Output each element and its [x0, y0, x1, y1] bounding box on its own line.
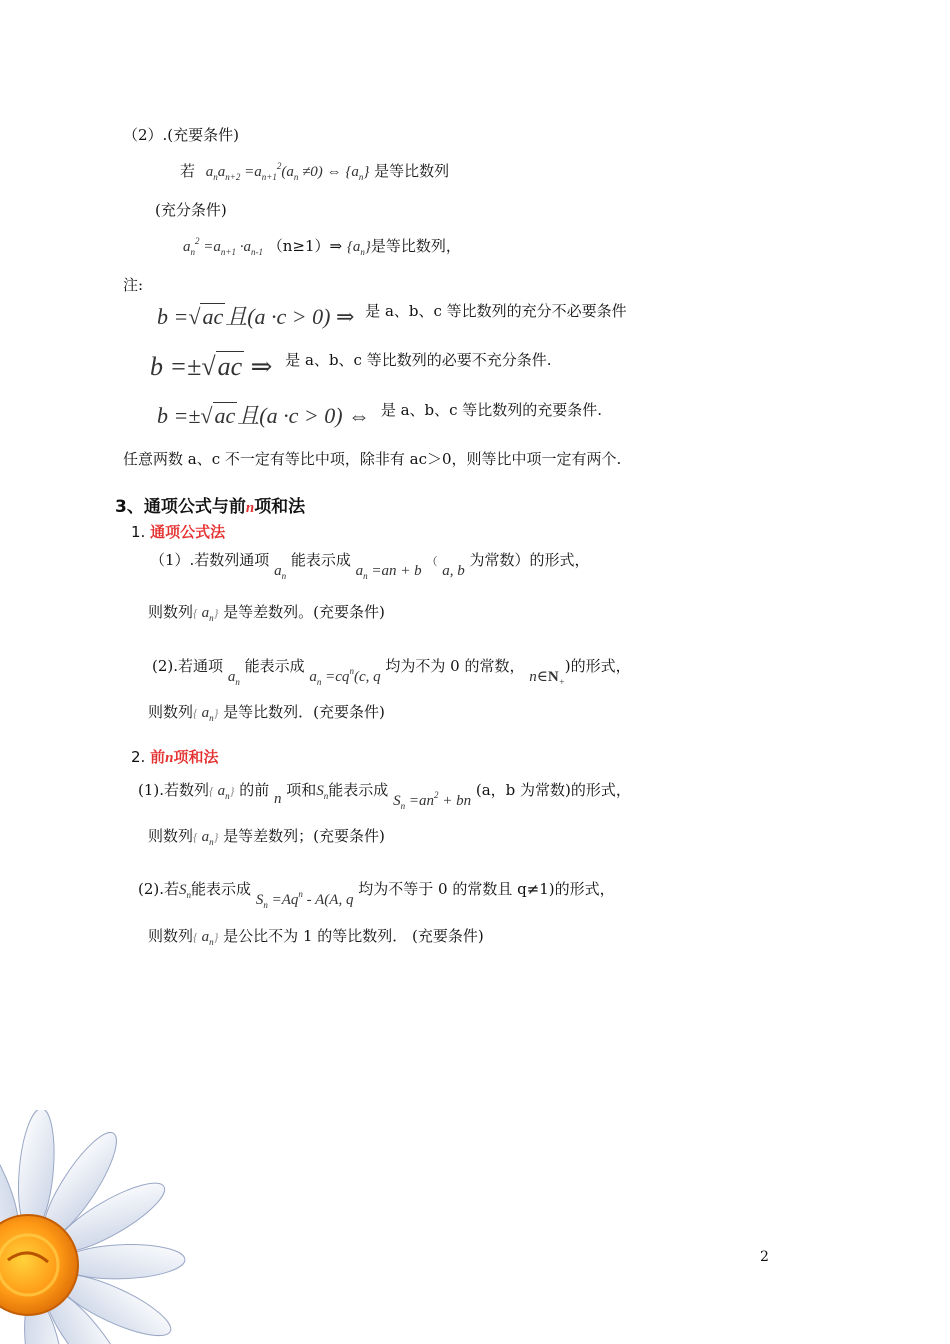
remark: 任意两数 a、c 不一定有等比中项，除非有 ac＞0，则等比中项一定有两个. [123, 450, 622, 468]
formula-iff: b =±√ac且(a ·c > 0) ⇔ [157, 403, 371, 428]
formula-geometric: $a_n =cq^n(c$, q [309, 666, 381, 687]
para-4: (2).若$S_n$能表示成 $S_n =Aq^n - A(A$, q 均为不等于 0 的常数且 q≠1)的形式， [138, 880, 615, 910]
formula-line-1 [180, 155, 449, 188]
para-1-result: 则数列{ $a_n$} 是等差数列。(充要条件) [148, 603, 385, 623]
formula-linear: $a_n =an + b$ [355, 563, 422, 581]
para-4-result: 则数列{ $a_n$} 是公比不为 1 的等比数列． (充要条件) [148, 927, 484, 947]
note-formula-2 [150, 351, 552, 381]
seq-an: { $a_n$} [193, 929, 219, 947]
term-an: $a_n$ [227, 669, 240, 687]
term-an: $a_n$ [274, 563, 287, 581]
seq-an: { $a_n$} [209, 783, 235, 801]
seq-an: { $a_n$} [193, 605, 219, 623]
para-1: （1）.若数列通项 $a_n$ 能表示成 $a_n =an + b$ （ a, b 为常数）的形式， [150, 551, 590, 581]
formula-recurrence: $a_na_{n+2} =a_{n+1}^2(a_n \ne 0)$ ⇔ $\{a_n\}$ [205, 161, 370, 182]
para-2-result: 则数列{ $a_n$} 是等比数列．(充要条件) [148, 703, 385, 723]
params-ab: a, b [442, 563, 465, 579]
seq-an: { $a_n$} [193, 705, 219, 723]
para-3-result: 则数列{ $a_n$} 是等差数列；(充要条件) [148, 827, 385, 847]
sufficient-heading: (充分条件) [155, 201, 227, 219]
text-result: 是等比数列， [370, 237, 461, 255]
formula-square: $a_n^2 =a_{n+1} \cdot a_{n-1}$ [183, 236, 263, 257]
section-3-title: 3、通项公式与前n项和法 [115, 497, 306, 517]
text-if: 若 [180, 162, 196, 180]
para-3: (1).若数列{ $a_n$} 的前 n 项和$S_n$能表示成 $S_n =an^2$ + bn (a，b 为常数)的形式， [138, 781, 631, 811]
note-formula-3 [157, 401, 603, 429]
note-label: 注: [123, 276, 144, 294]
formula-sum-quadratic: $S_n =an^2$ + bn [393, 790, 472, 811]
subsection-1-title: 1. 通项公式法 [131, 523, 226, 541]
para-2: (2).若通项 $a_n$ 能表示成 $a_n =cq^n(c$, q 均为不为 0 的常数， $n\in N_+$)的形式， [152, 657, 631, 687]
formula-sum-geometric: $S_n =Aq^n - A(A$, q [255, 889, 354, 910]
note-text-1: 是 a、b、c 等比数列的充分不必要条件 [365, 302, 627, 320]
note-text-2: 是 a、b、c 等比数列的必要不充分条件. [285, 351, 552, 369]
domain-n: $n\in N_+$ [529, 669, 565, 687]
formula-gm: b =√ac且(a ·c > 0) ⇒ [157, 304, 355, 329]
flower-decoration-icon [0, 1110, 190, 1344]
formula-line-2 [183, 230, 461, 263]
seq-an: { $a_n$} [193, 829, 219, 847]
note-text-3: 是 a、b、c 等比数列的充要条件. [380, 401, 603, 419]
formula-seq: $\{a_n\}$ [346, 239, 371, 257]
condition-heading: （2）.(充要条件) [123, 126, 240, 144]
note-formula-1 [157, 302, 627, 330]
subsection-2-title: 2. 前n项和法 [131, 748, 219, 766]
text-cond: （n≥1）⇒ [267, 237, 343, 255]
page-number: 2 [760, 1249, 769, 1265]
text-result: 是等比数列 [374, 162, 450, 180]
formula-pm: b =±√ac ⇒ [150, 352, 273, 381]
